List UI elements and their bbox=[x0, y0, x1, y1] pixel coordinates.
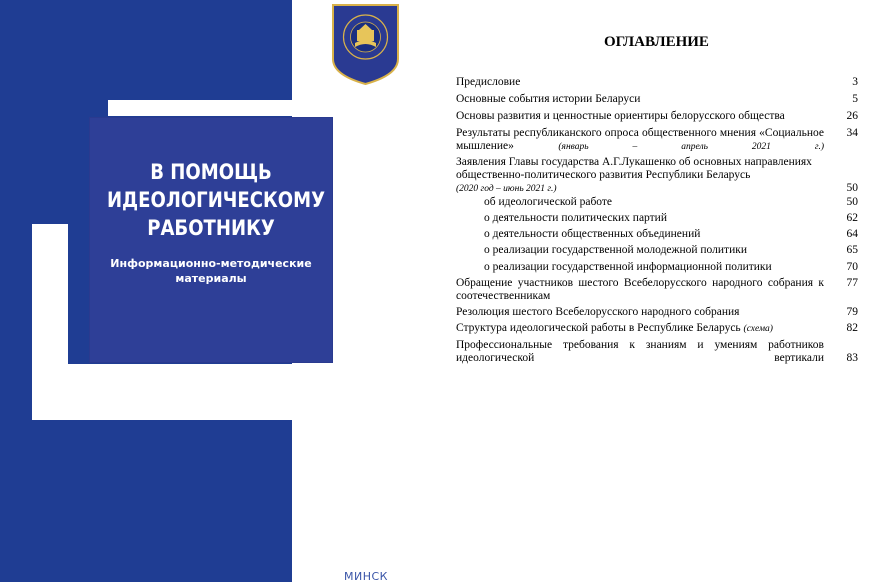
toc-item-title: об идеологической работе bbox=[484, 196, 613, 208]
toc-item-page: 50 bbox=[846, 182, 858, 194]
toc-item-page: 64 bbox=[846, 228, 858, 240]
toc-item-title: Структура идеологической работы в Республике Беларусь bbox=[456, 322, 741, 334]
toc-item-title: Результаты республиканского опроса общественного мнения «Социальное мышление» bbox=[456, 127, 824, 152]
toc-heading: ОГЛАВЛЕНИЕ bbox=[604, 34, 709, 50]
cover-decor-band bbox=[108, 100, 292, 116]
toc-item bbox=[456, 156, 858, 196]
toc-item-page: 65 bbox=[846, 244, 858, 256]
toc-item-page: 62 bbox=[846, 212, 858, 224]
toc-item-page: 5 bbox=[852, 93, 858, 105]
toc-item-title: о деятельности общественных объединений bbox=[484, 228, 701, 240]
toc-item-page: 82 bbox=[846, 322, 858, 334]
toc-item-title: Основные события истории Беларуси bbox=[456, 93, 641, 105]
toc-item-title: Резолюция шестого Всебелорусского народного собрания bbox=[456, 306, 740, 318]
toc-item-title: Профессиональные требования к знаниям и умениям работников идеологической вертикали bbox=[456, 339, 824, 364]
toc-item-title: Основы развития и ценностные ориентиры белорусского общества bbox=[456, 110, 785, 122]
toc-item-note: (январь – апрель 2021 г.) bbox=[558, 142, 824, 152]
toc-item bbox=[456, 76, 858, 89]
toc-item-note: (2020 год – июнь 2021 г.) bbox=[456, 184, 557, 194]
toc-subitem bbox=[456, 228, 858, 241]
toc-item-title: Предисловие bbox=[456, 76, 521, 88]
cover-decor-corner-horizontal bbox=[32, 364, 292, 420]
toc-item-title: о реализации государственной молодежной политики bbox=[484, 244, 747, 256]
publication-city: МИНСК bbox=[344, 570, 388, 583]
toc-item bbox=[456, 93, 858, 106]
toc-item-title: Обращение участников шестого Всебелорусского народного собрания к соотечественникам bbox=[456, 277, 824, 302]
toc-item bbox=[456, 339, 858, 365]
cover-subtitle: Информационно-методические материалы bbox=[110, 257, 312, 285]
toc-item bbox=[456, 127, 858, 154]
toc-item-page: 3 bbox=[852, 76, 858, 88]
toc-item-note: (схема) bbox=[743, 324, 773, 334]
toc-item-page: 34 bbox=[846, 127, 858, 139]
toc-subitem bbox=[456, 261, 858, 274]
cover-title: В ПОМОЩЬ ИДЕОЛОГИЧЕСКОМУ РАБОТНИКУ bbox=[106, 160, 326, 240]
academy-emblem-icon bbox=[331, 3, 400, 86]
toc-subitem bbox=[456, 212, 858, 225]
toc-item bbox=[456, 110, 858, 123]
toc-item-page: 70 bbox=[846, 261, 858, 273]
toc-subitem bbox=[456, 244, 858, 257]
cover-title-box bbox=[90, 118, 332, 362]
toc-item-page: 79 bbox=[846, 306, 858, 318]
toc-item bbox=[456, 306, 858, 319]
toc-item bbox=[456, 277, 858, 303]
toc-item-title: о реализации государственной информационной политики bbox=[484, 261, 772, 273]
book-cover bbox=[0, 0, 326, 582]
toc-item bbox=[456, 322, 858, 336]
toc-item-page: 50 bbox=[846, 196, 858, 208]
toc-item-title: Заявления Главы государства А.Г.Лукашенко об основных направлениях общественно-политического развития Республики Беларусь bbox=[456, 156, 812, 181]
toc-item-page: 83 bbox=[846, 352, 858, 364]
toc-item-page: 77 bbox=[846, 277, 858, 289]
toc-item-page: 26 bbox=[846, 110, 858, 122]
toc-subitem bbox=[456, 196, 858, 209]
toc-item-title: о деятельности политических партий bbox=[484, 212, 667, 224]
